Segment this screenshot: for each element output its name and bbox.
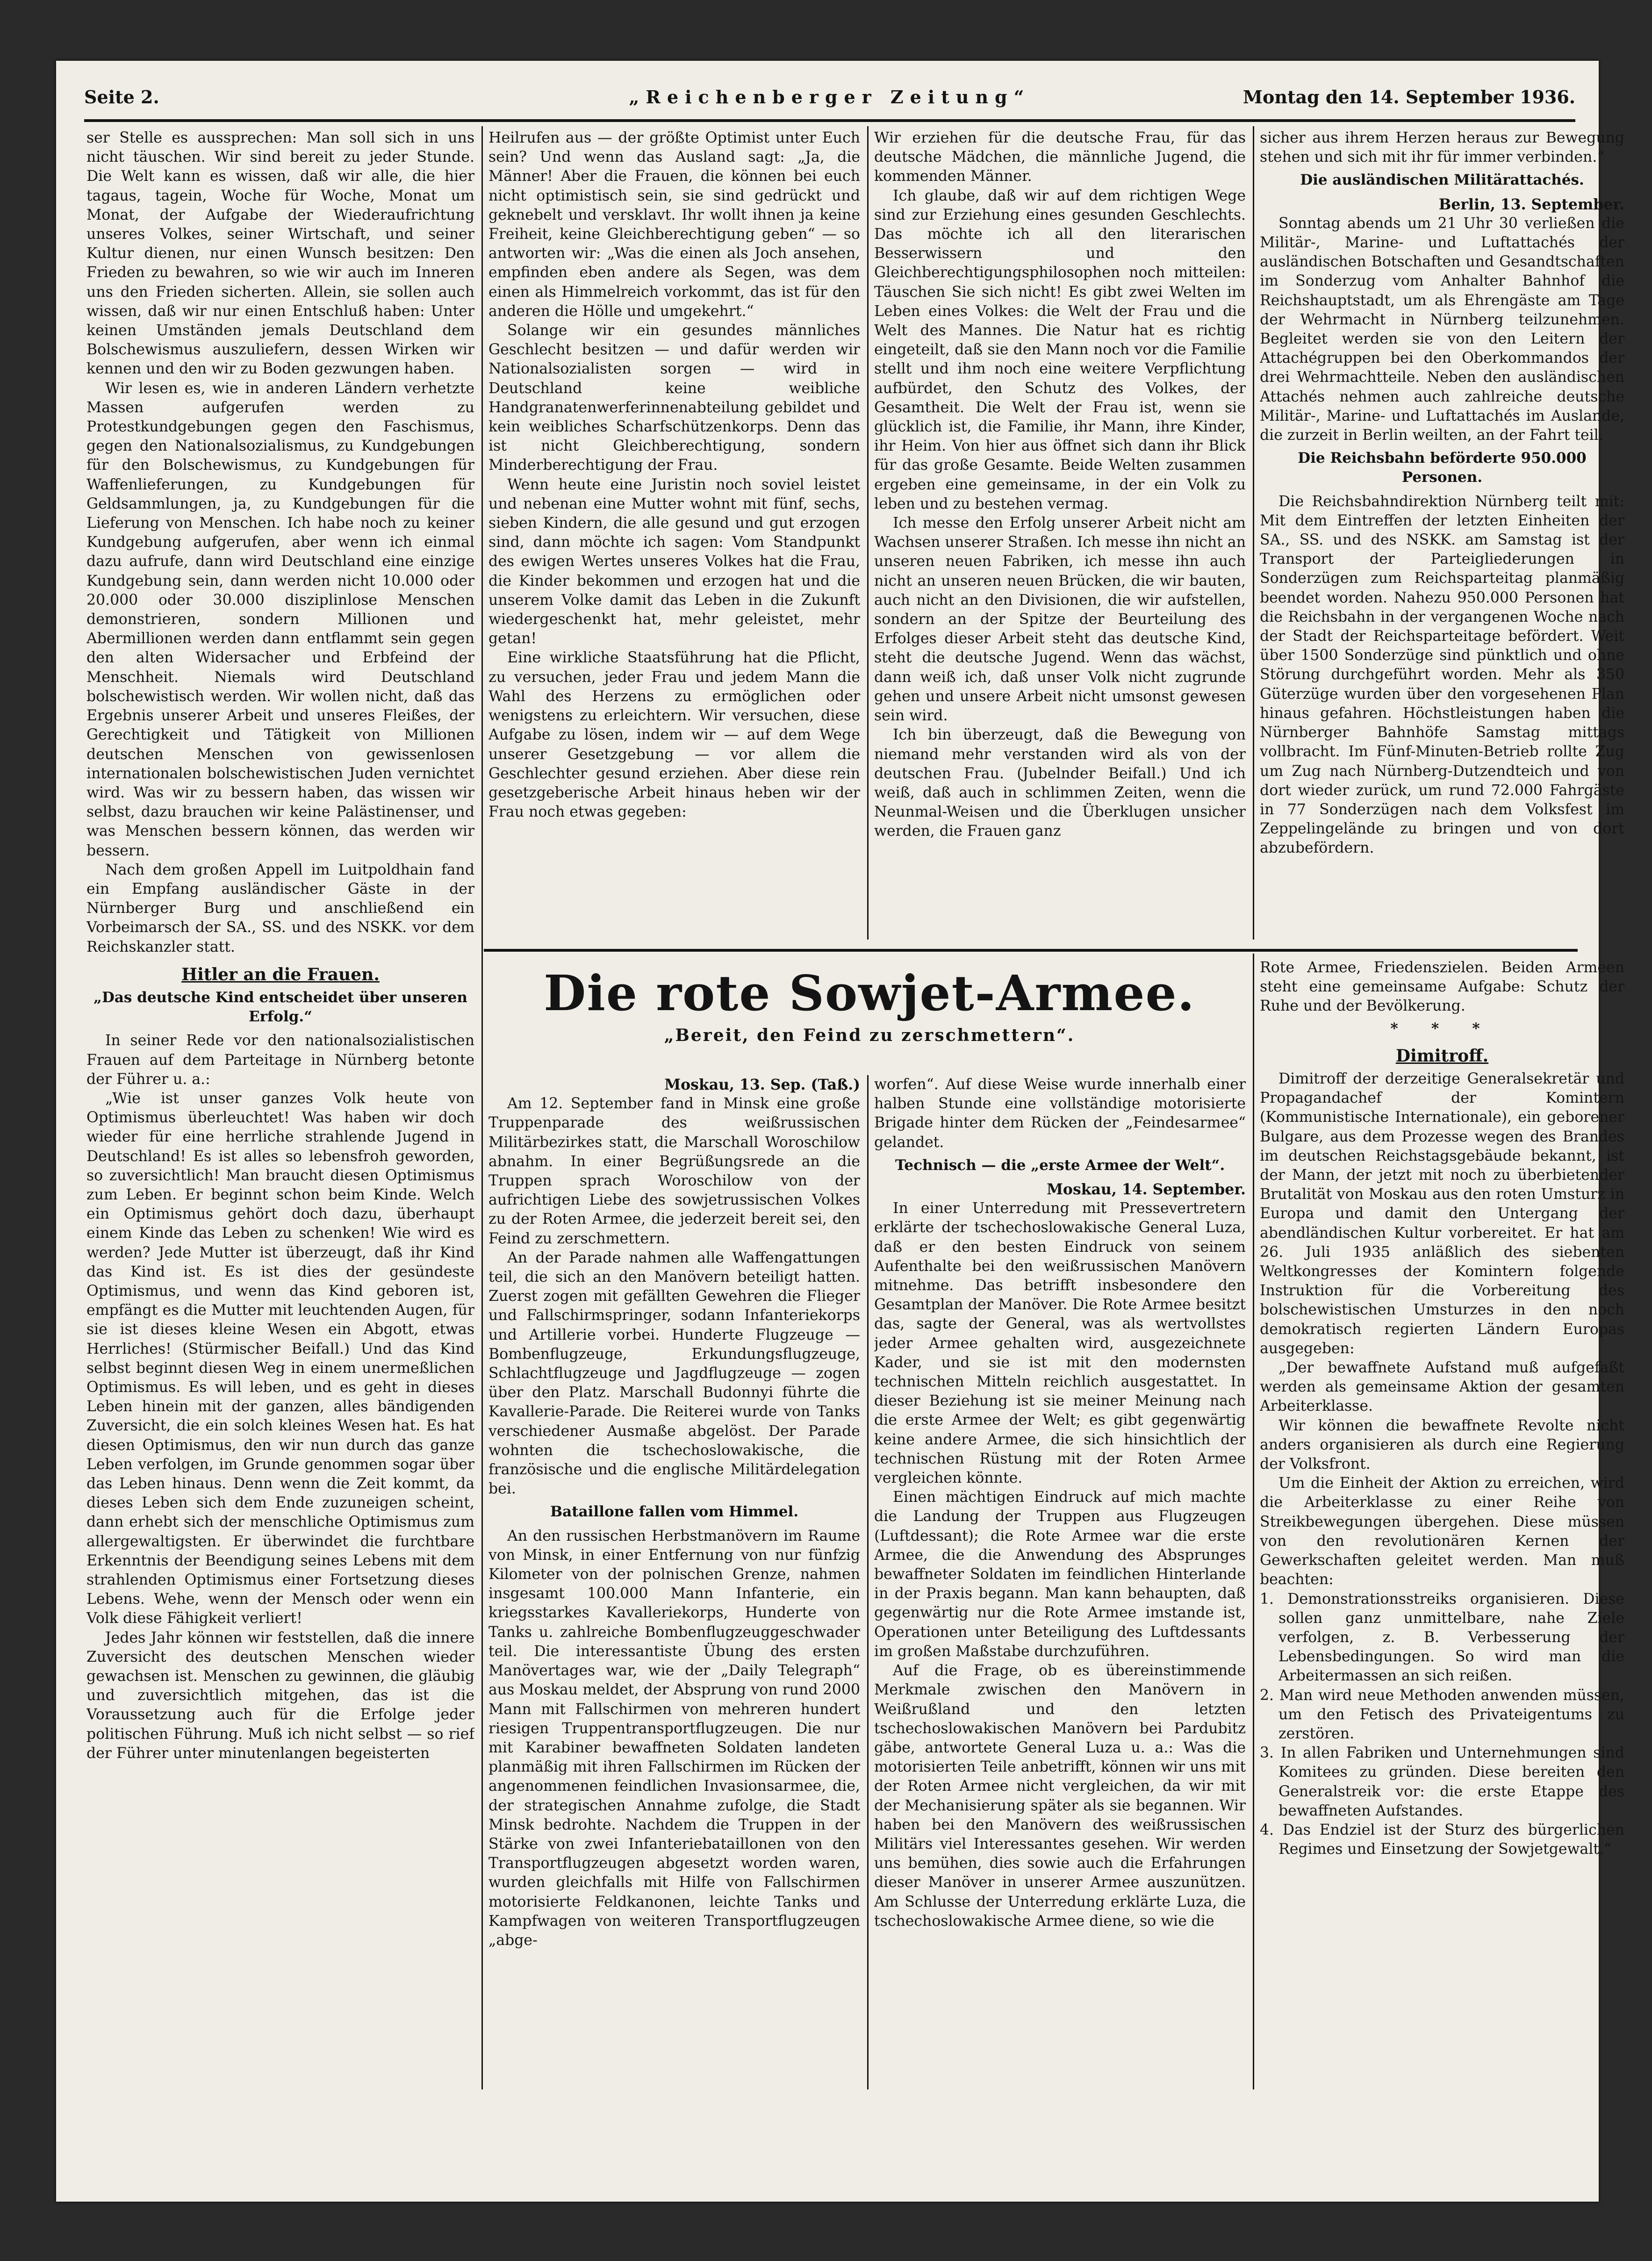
issue-date: Montag den 14. September 1936. bbox=[1243, 86, 1575, 108]
article-text: Ich glaube, daß wir auf dem richtigen Wege sind zur Erziehung eines gesunden Geschlechts. Das möchte ich all den literarischen Besserwissern und den Gleichberechtigungsphilosophen noch mitteilen: Täuschen Sie sich nicht! Es gibt zwei Welten im Leben eines Volkes: die Welt der Frau und die Welt des Mannes. Die Natur hat es richtig eingeteilt, daß sie den Mann noch vor die Familie stellt und ihm noch eine weitere Verpflichtung aufbürdet, den Schutz des Volkes, der Gesamtheit. Die Welt der Frau ist, wenn sie glücklich ist, die Familie, ihr Mann, ihre Kinder, ihr Heim. Von hier aus öffnet sich dann ihr Blick für das große Gesamte. Beide Welten zusammen ergeben eine gemeinsame, in der ein Volk zu leben und zu bestehen vermag. bbox=[874, 187, 1246, 512]
article-text: Wir können die bewaffnete Revolte nicht anders organisieren als durch eine Regierung der Volksfront. bbox=[1260, 1417, 1624, 1473]
column-rule-2 bbox=[867, 126, 869, 940]
article-text: Solange wir ein gesundes männliches Geschlecht besitzen — und dafür werden wir Nationalsozialisten sorgen — wird in Deutschland keine weibliche Handgranatenwerferinnenabteilung gebildet und kein weibliches Scharfschützenkorps. Denn das ist nicht Gleichberechtigung, sondern Minderberechtigung der Frau. bbox=[488, 322, 860, 474]
dateline: Berlin, 13. September. bbox=[1438, 195, 1624, 213]
column-a bbox=[488, 1075, 860, 2089]
column-c bbox=[1260, 958, 1624, 2089]
article-heading: Die Reichsbahn beförderte 950.000 Personen. bbox=[1298, 450, 1587, 486]
column-b bbox=[874, 1075, 1246, 2089]
list-item: 3. In allen Fabriken und Unternehmungen sind Komitees zu gründen. Diese bereiten den Generalstreik vor: die erste Etappe des bewaffneten Aufstandes. bbox=[1260, 1744, 1624, 1819]
dateline: Moskau, 14. September. bbox=[1047, 1181, 1246, 1199]
article-text: Heilrufen aus — der größte Optimist unter Euch sein? Und wenn das Ausland sagt: „Ja, die Männer! Aber die Frauen, die können bei euch nicht optimistisch sein, sie sind gedrückt und geknebelt und versklavt. Ihr wollt ihnen ja keine Freiheit, keine Gleichberechtigung geben“ — so antworten wir: „Was die einen als Joch ansehen, empfinden eben andere als Segen, was dem einen als Himmelreich vorkommt, das ist für den anderen die Hölle und umgekehrt.“ bbox=[488, 129, 860, 320]
list-item: 2. Man wird neue Methoden anwenden müssen, um den Fetisch des Privateigentums zu zerstören. bbox=[1260, 1687, 1624, 1742]
article-text: Dimitroff der derzeitige Generalsekretär und Propagandachef der Komintern (Kommunistische Internationale), ein geborener Bulgare, aus dem Prozesse wegen des Brandes im deutschen Reichstagsgebäude bekannt, ist der Mann, der jetzt mit noch zu überbietender Brutalität von Moskau aus den roten Umsturz in Europa und damit den Untergang der abendländischen Kultur vorbereitet. Er hat am 26. Juli 1935 anläßlich des siebenten Weltkongresses der Komintern folgende Instruktion für die Vorbereitung des bolschewistischen Umsturzes in den noch demokratisch regierten Ländern Europas ausgegeben: bbox=[1260, 1070, 1624, 1357]
column-2 bbox=[488, 129, 860, 944]
column-rule-5 bbox=[1253, 954, 1254, 2089]
article-text: „Der bewaffnete Aufstand muß aufgefaßt werden als gemeinsame Aktion der gesamten Arbeiterklasse. bbox=[1260, 1359, 1624, 1415]
article-text: Ich messe den Erfolg unserer Arbeit nicht am Wachsen unserer Straßen. Ich messe ihn nicht an unseren neuen Fabriken, ich messe ihn auch nicht an unseren neuen Brücken, die wir bauten, auch nicht an den Divisionen, die wir aufstellen, sondern an der Spitze der Beurteilung des Erfolges dieser Arbeit steht das deutsche Kind, steht die deutsche Jugend. Wenn das wächst, dann weiß ich, daß unser Volk nicht zugrunde gehen und unsere Arbeit nicht umsonst gewesen sein wird. bbox=[874, 515, 1246, 725]
article-text: An der Parade nahmen alle Waffengattungen teil, die sich an den Manövern beteiligt hatten. Zuerst zogen mit gefällten Gewehren die Flieger und Fallschirmspringer, sodann Infanteriekorps und Artillerie vorbei. Hunderte Flugzeuge — Bombenflugzeuge, Erkundungsflugzeuge, Schlachtflugzeuge und Jagdflugzeuge — zogen über den Platz. Marschall Budonnyi führte die Kavallerie-Parade. Die Reiterei wurde von Tanks verschiedener Ausmaße abgelöst. Der Parade wohnten die tschechoslowakische, die französische und die englische Militärdelegation bei. bbox=[488, 1249, 860, 1498]
article-text: Einen mächtigen Eindruck auf mich machte die Landung der Truppen aus Flugzeugen (Luftdessant); die Rote Armee war die erste Armee, die die Anwendung des Absprunges bewaffneter Soldaten im feindlichen Hinterlande in der Praxis begann. Man kann behaupten, daß gegenwärtig nur die Rote Armee imstande ist, Operationen unter Beteiligung des Luftdessants im großen Maßstabe durchzuführen. bbox=[874, 1489, 1246, 1660]
article-text: In seiner Rede vor den nationalsozialistischen Frauen auf dem Parteitage in Nürnberg betonte der Führer u. a.: bbox=[86, 1032, 474, 1088]
article-subheading: „Das deutsche Kind entscheidet über unseren Erfolg.“ bbox=[93, 989, 467, 1026]
article-text: Nach dem großen Appell im Luitpoldhain fand ein Empfang ausländischer Gäste in der Nürnberger Burg und anschließend ein Vorbeimarsch der SA., SS. und des NSKK. vor dem Reichskanzler statt. bbox=[86, 861, 474, 955]
article-text: Wir erziehen für die deutsche Frau, für das deutsche Mädchen, die männliche Jugend, die kommenden Männer. bbox=[874, 129, 1246, 185]
list-item: 4. Das Endziel ist der Sturz des bürgerlichen Regimes und Einsetzung der Sowjetgewalt.“ bbox=[1260, 1821, 1624, 1858]
article-heading: Dimitroff. bbox=[1395, 1046, 1489, 1066]
instruction-list bbox=[1260, 1590, 1624, 1859]
headline-block bbox=[496, 963, 1243, 1045]
column-4 bbox=[1260, 129, 1624, 944]
list-item: 1. Demonstrationsstreiks organisieren. Diese sollen ganz unmittelbare, nahe Ziele verfolgen, z. B. Verbesserung der Lebensbedingungen. So wird man die Arbeitermassen an sich reißen. bbox=[1260, 1590, 1624, 1685]
article-heading: Die ausländischen Militärattachés. bbox=[1300, 172, 1584, 189]
article-text: „Wie ist unser ganzes Volk heute von Optimismus überleuchtet! Was haben wir doch wieder für eine herrliche strahlende Jugend in Deutschland! Es ist alles so lebensfroh geworden, so zuversichtlich! Man braucht diesen Optimismus zum Leben. Er beginnt schon beim Kinde. Welch ein Optimismus gehört doch dazu, überhaupt einem Kinde das Leben zu schenken! Wie wird es werden? Jede Mutter ist überzeugt, daß ihr Kind das Kind ist. Es ist dies der gesündeste Optimismus, und wenn das Kind geboren ist, empfängt es die Mutter mit leuchtenden Augen, für sie ist dieses kleine Wesen ein Abgott, etwas Herrliches! (Stürmischer Beifall.) Und das Kind selbst beginnt diesen Weg in einem unermeßlichen Optimismus. Es will leben, und es geht in dieses Leben hinein mit der ganzen, alles bändigenden Zuversicht, die ein solch kleines Wesen hat. Es hat diesen Optimismus, den wir nun durch das ganze Leben verfolgen, im Grunde genommen sogar über das Leben hinaus. Denn wenn die Zeit kommt, da dieses Leben sich dem Ende zuzuneigen scheint, dann erhebt sich der menschliche Optimismus zum allergewaltigsten. Er überwindet die furchtbare Erkenntnis der Beendigung seines Lebens mit dem strahlenden Optimismus einer Fortsetzung dieses Lebens. Wehe, wenn der Mensch oder wenn ein Volk diese Fähigkeit verliert! bbox=[86, 1090, 474, 1627]
column-1 bbox=[86, 129, 474, 2092]
article-text: sicher aus ihrem Herzen heraus zur Bewegung stehen und sich mit ihr für immer verbinden.“ bbox=[1260, 129, 1624, 166]
headline-title: Die rote Sowjet-Armee. bbox=[544, 964, 1195, 1022]
article-text: Am 12. September fand in Minsk eine große Truppenparade des weißrussischen Militärbezirkes statt, die Marschall Woroschilow abnahm. In einer Begrüßungsrede an die Truppen sprach Woroschilow von der aufrichtigen Liebe des sowjetrussischen Volkes zu der Roten Armee, die jederzeit bereit sei, den Feind zu zerschmettern. bbox=[488, 1095, 860, 1247]
newspaper-title: „Reichenberger Zeitung“ bbox=[629, 86, 1031, 108]
article-text: ser Stelle es aussprechen: Man soll sich in uns nicht täuschen. Wir sind bereit zu jeder Stunde. Die Welt kann es wissen, daß wir alle, die hier tagaus, tagein, Woche für Woche, Monat um Monat, der Aufgabe der Wiederaufrichtung unseres Volkes, seiner Wirtschaft, und seiner Kultur dienen, nur einen Wunsch besitzen: Den Frieden zu bewahren, so wie wir auch im Inneren uns den Frieden sicherten. Allein, sie sollen auch wissen, daß wir nur einen Entschluß haben: Unter keinen Umständen jemals Deutschland dem Bolschewismus auszuliefern, dessen Wirken wir kennen und den wir zu Boden gezwungen haben. bbox=[86, 129, 474, 378]
article-text: Rote Armee, Friedenszielen. Beiden Armeen steht eine gemeinsame Aufgabe: Schutz der Ruhe und der Bevölkerung. bbox=[1260, 959, 1624, 1015]
column-rule-3 bbox=[1253, 126, 1254, 940]
header-rule bbox=[84, 119, 1575, 122]
article-text: An den russischen Herbstmanövern im Raume von Minsk, in einer Entfernung von nur fünfzig Kilometer von der polnischen Grenze, nahmen insgesamt 100.000 Mann Infanterie, ein kriegsstarkes Kavalleriekorps, Hunderte von Tanks u. zahlreiche Bombenflugzeuggeschwader teil. Die interessantiste Übung des ersten Manövertages war, wie der „Daily Telegraph“ aus Moskau meldet, der Absprung von rund 2000 Mann mit Fallschirmen von mehreren hundert riesigen Truppentransportflugzeugen. Die nur mit Karabiner bewaffneten Soldaten landeten planmäßig mit ihren Fallschirmen im Rücken der angenommenen feindlichen Invasionsarmee, die, der strategischen Annahme zufolge, die Stadt Minsk bedrohte. Nachdem die Truppen in der Stärke von zwei Infanteriebataillonen von den Transportflugzeugen abgesetzt worden waren, wurden gleichfalls mit Hilfe von Fallschirmen motorisierte Feldkanonen, leichte Tanks und Kampfwagen von weiteren Transportflugzeugen „abge- bbox=[488, 1527, 860, 1949]
page-number: Seite 2. bbox=[84, 86, 159, 108]
headline-subtitle: „Bereit, den Feind zu zerschmettern“. bbox=[664, 1026, 1075, 1045]
article-heading: Technisch — die „erste Armee der Welt“. bbox=[895, 1156, 1225, 1174]
article-heading: Bataillone fallen vom Himmel. bbox=[550, 1503, 799, 1521]
article-text: Ich bin überzeugt, daß die Bewegung von niemand mehr verstanden wird als von der deutschen Frau. (Jubelnder Beifall.) Und ich weiß, daß auch in schlimmen Zeiten, wenn die Neunmal-Weisen und die Überklugen unsicher werden, die Frauen ganz bbox=[874, 726, 1246, 840]
article-text: Wenn heute eine Juristin noch soviel leistet und nebenan eine Mutter wohnt mit fünf, sechs, sieben Kindern, die alle gesund und gut erzogen sind, dann möchte ich sagen: Vom Standpunkt des ewigen Wertes unseres Volkes hat die Frau, die Kinder bekommen und erzogen hat und die unserem Volke damit das Leben in die Zukunft wiedergeschenkt hat, mehr geleistet, mehr getan! bbox=[488, 476, 860, 647]
article-text: Um die Einheit der Aktion zu erreichen, wird die Arbeiterklasse zu einer Reihe von Streikbewegungen übergehen. Diese müssen von den revolutionären Kernen der Gewerkschaften geleitet werden. Man muß beachten: bbox=[1260, 1475, 1624, 1588]
column-rule-1 bbox=[481, 126, 483, 2089]
article-text: Auf die Frage, ob es übereinstimmende Merkmale zwischen den Manövern in Weißrußland und den letzten tschechoslowakischen Manövern bei Pardubitz gäbe, antwortete General Luza u. a.: Was die motorisierten Teile anbetrifft, können wir uns mit der Roten Armee nicht vergleichen, da wir mit der Mechanisierung später als sie begannen. Wir haben bei den Manövern des weißrussischen Militärs viel Interessantes gesehen. Wir werden uns bemühen, dies sowie auch die Erfahrungen dieser Manöver in unserer Armee auszunützen. Am Schlusse der Unterredung erklärte Luza, die tschechoslowakische Armee diene, so wie die bbox=[874, 1662, 1246, 1930]
article-text: Sonntag abends um 21 Uhr 30 verließen die Militär-, Marine- und Luftattachés der ausländischen Botschaften und Gesandtschaften im Sonderzug vom Anhalter Bahnhof die Reichshauptstadt, um als Ehrengäste am Tage der Wehrmacht in Nürnberg teilzunehmen. Begleitet werden sie von den Leitern der Attachégruppen bei den Oberkommandos der drei Wehrmachtteile. Neben den ausländischen Attachés nehmen auch zahlreiche deutsche Militär-, Marine- und Luftattachés im Auslande, die zurzeit in Berlin weilten, an der Fahrt teil. bbox=[1260, 215, 1624, 444]
page-header bbox=[84, 86, 1575, 115]
section-divider: * * * bbox=[1390, 1019, 1494, 1037]
dateline: Moskau, 13. Sep. (Taß.) bbox=[664, 1076, 860, 1093]
column-rule-4 bbox=[867, 1075, 869, 2089]
article-text: Jedes Jahr können wir feststellen, daß die innere Zuversicht des deutschen Menschen wieder gewachsen ist. Menschen zu gewinnen, die gläubig und zuversichtlich mitgehen, das ist die Voraussetzung auch für die Erfolge jeder politischen Führung. Muß ich nicht selbst — so rief der Führer unter minutenlangen begeisterten bbox=[86, 1629, 474, 1762]
article-text: Die Reichsbahndirektion Nürnberg teilt mit: Mit dem Eintreffen der letzten Einheiten der SA., SS. und des NSKK. am Samstag ist der Transport der Parteigliederungen in Sonderzügen zum Reichsparteitag planmäßig beendet worden. Nahezu 950.000 Personen hat die Reichsbahn in der vergangenen Woche nach der Stadt der Reichsparteitage befördert. Weit über 1500 Sonderzüge sind pünktlich und ohne Störung durchgeführt worden. Mehr als 350 Güterzüge wurden über den vorgesehenen Plan hinaus gefahren. Höchstleistungen haben die Nürnberger Bahnhöfe Samstag mittags vollbracht. Im Fünf-Minuten-Betrieb rollte Zug um Zug nach Nürnberg-Dutzendteich und von dort wieder zurück, um rund 72.000 Fahrgäste in 77 Sonderzügen nach dem Volksfest im Zeppelingelände zu bringen und von dort abzubefördern. bbox=[1260, 493, 1624, 857]
section-rule bbox=[484, 949, 1578, 952]
column-3 bbox=[874, 129, 1246, 944]
article-text: In einer Unterredung mit Pressevertretern erklärte der tschechoslowakische General Luza, daß er den besten Eindruck von seinem Aufenthalte bei den weißrussischen Manövern mitnehme. Das betrifft insbesondere den Gesamtplan der Manöver. Die Rote Armee besitzt das, sagte der General, was als wertvollstes jeder Armee gehalten wird, ausgezeichnete Kader, und sie ist mit den modernsten technischen Mitteln reichlich ausgestattet. In dieser Beziehung ist sie meiner Meinung nach die erste Armee der Welt; es gibt gegenwärtig keine andere Armee, die sich hinsichtlich der technischen Rüstung mit der Roten Armee vergleichen könnte. bbox=[874, 1200, 1246, 1487]
article-text: worfen“. Auf diese Weise wurde innerhalb einer halben Stunde eine vollständige motorisierte Brigade hinter dem Rücken der „Feindesarmee“ gelandet. bbox=[874, 1076, 1246, 1151]
article-heading: Hitler an die Frauen. bbox=[181, 964, 380, 984]
article-text: Wir lesen es, wie in anderen Ländern verhetzte Massen aufgerufen werden zu Protestkundgebungen gegen den Faschismus, gegen den Nationalsozialismus, zu Kundgebungen für den Bolschewismus, zu Kundgebungen für Waffenlieferungen, zu Kundgebungen für Geldsammlungen, ja, zu Kundgebungen für die Lieferung von Menschen. Ich habe noch zu keiner Kundgebung aufgerufen, aber wenn ich einmal dazu aufrufe, dann wird Deutschland eine einzige Kundgebung sein, dann werden nicht 10.000 oder 20.000 oder 30.000 disziplinlose Menschen demonstrieren, sondern Millionen und Abermillionen werden dann entflammt sein gegen den alten Widersacher und Erbfeind der Menschheit. Niemals wird Deutschland bolschewistisch werden. Wir wollen nicht, daß das Ergebnis unserer Arbeit und unseres Fleißes, der Gerechtigkeit und Tätigkeit von Millionen deutschen Menschen von gewissenlosen internationalen bolschewistischen Juden vernichtet wird. Was wir zu bessern haben, das wissen wir selbst, dazu brauchen wir keine Palästinenser, und was Menschen bessern können, das werden wir bessern. bbox=[86, 380, 474, 859]
article-text: Eine wirkliche Staatsführung hat die Pflicht, zu versuchen, jeder Frau und jedem Mann die Wahl des Herzens zu ermöglichen oder wenigstens zu erleichtern. Wir versuchen, diese Aufgabe zu lösen, indem wir — auf dem Wege unserer Gesetzgebung — vor allem die Geschlechter gesund erziehen. Aber diese rein gesetzgeberische Arbeit hinaus heben wir der Frau noch etwas gegeben: bbox=[488, 649, 860, 821]
